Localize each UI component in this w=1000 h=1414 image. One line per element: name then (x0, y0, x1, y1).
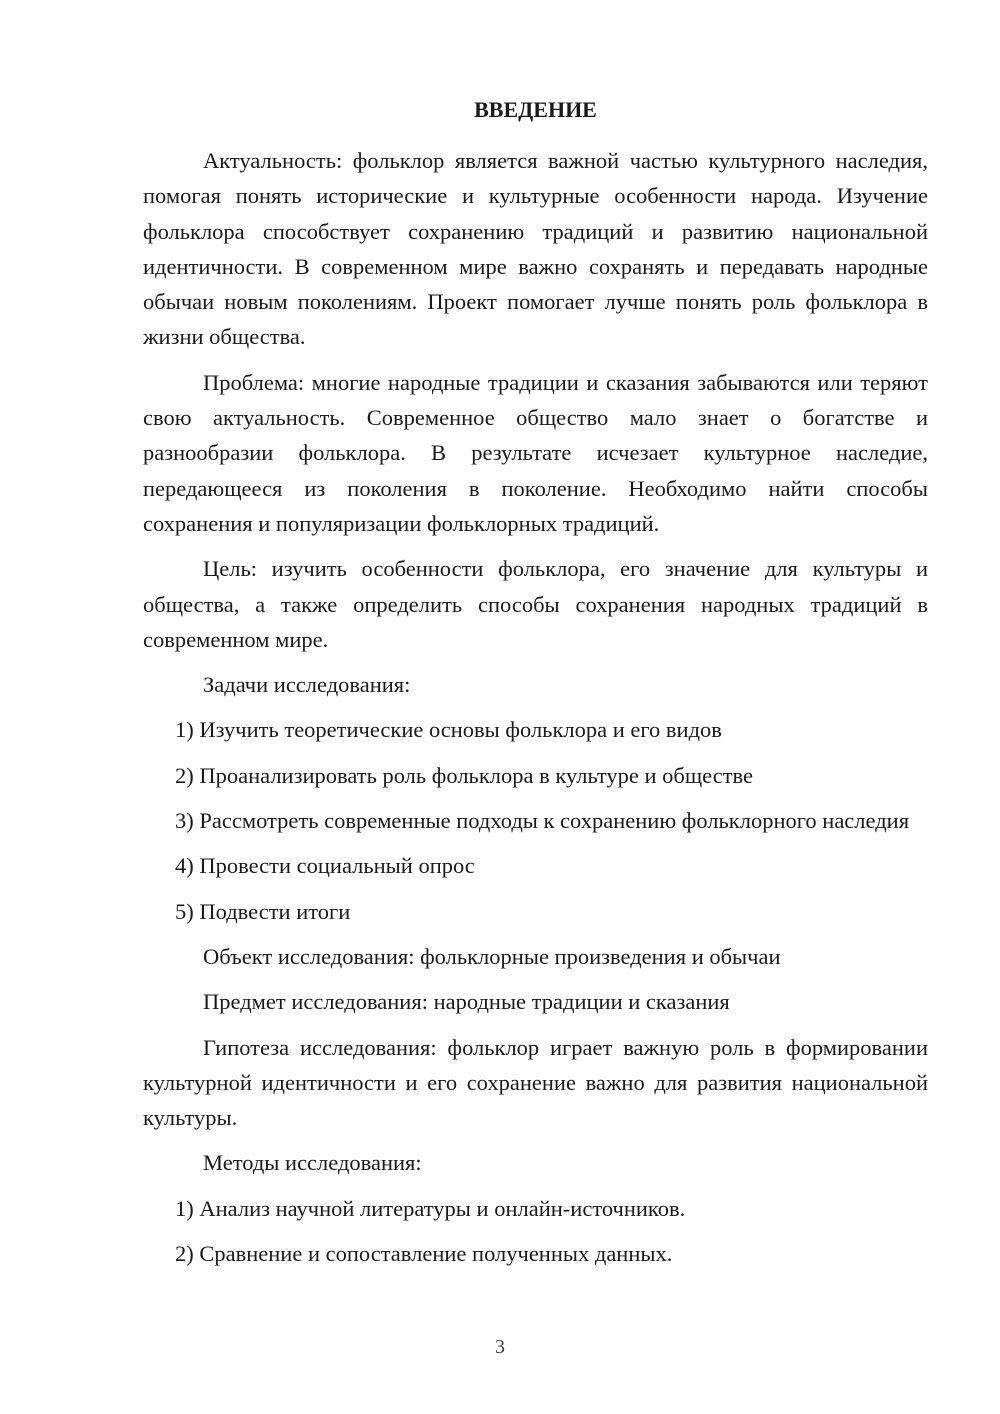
task-item: 4) Провести социальный опрос (175, 853, 475, 879)
hypothesis-paragraph: Гипотеза исследования: фольклор играет важную роль в формировании культурной идентичности и его сохранение важно для развития национальной культуры. (143, 1034, 928, 1131)
relevance-paragraph: Актуальность: фольклор является важной частью культурного наследия, помогая понять исторические и культурные особенности народа. Изучение фольклора способствует сохранению традиций и развитию национальной идентичности. В современном мире важно сохранять и передавать народные обычаи новым поколениям. Проект помогает лучше понять роль фольклора в жизни общества. (143, 148, 928, 350)
method-item: 1) Анализ научной литературы и онлайн-источников. (175, 1195, 686, 1221)
method-item: 2) Сравнение и сопоставление полученных данных. (175, 1241, 673, 1267)
page-number: 3 (495, 1336, 505, 1358)
document-page (143, 95, 928, 1281)
task-item: 5) Подвести итоги (175, 898, 351, 924)
methods-title: Методы исследования: (203, 1150, 422, 1176)
task-item: 1) Изучить теоретические основы фольклора и его видов (175, 717, 722, 743)
goal-paragraph: Цель: изучить особенности фольклора, его значение для культуры и общества, а также определить способы сохранения народных традиций в современном мире. (143, 556, 928, 652)
problem-paragraph: Проблема: многие народные традиции и сказания забываются или теряют свою актуальность. Современное общество мало знает о богатстве и разнообразии фольклора. В результате исчезает культурное наследие, передающееся из поколения в поколение. Необходимо найти способы сохранения и популяризации фольклорных традиций. (143, 369, 928, 536)
task-item: 2) Проанализировать роль фольклора в культуре и обществе (175, 762, 754, 788)
subject-paragraph: Предмет исследования: народные традиции и сказания (203, 989, 730, 1015)
section-heading: ВВЕДЕНИЕ (474, 97, 597, 122)
tasks-title: Задачи исследования: (203, 672, 411, 698)
task-item: 3) Рассмотреть современные подходы к сохранению фольклорного наследия (175, 808, 910, 834)
object-paragraph: Объект исследования: фольклорные произведения и обычаи (203, 943, 781, 969)
